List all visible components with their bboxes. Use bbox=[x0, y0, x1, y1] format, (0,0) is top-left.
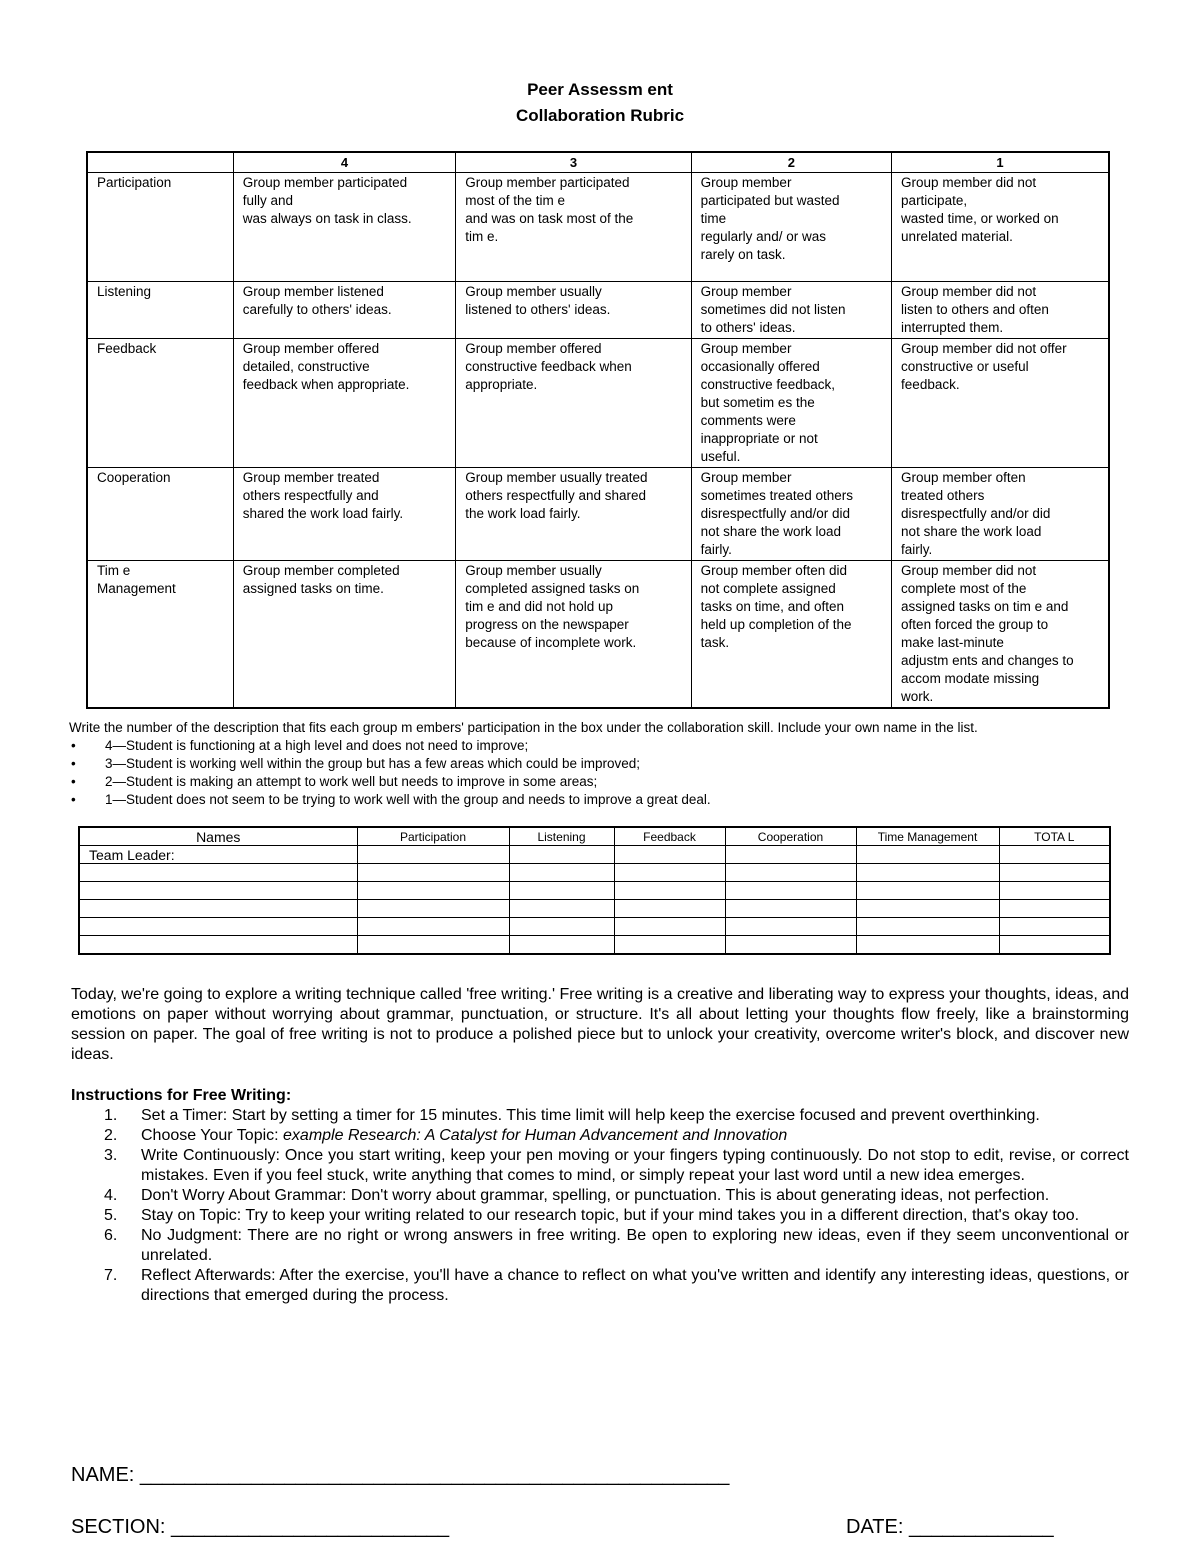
score-cell[interactable] bbox=[856, 936, 999, 955]
rubric-descriptor: Group member often did not complete assigned tasks on time, and often held up completion of the task. bbox=[700, 563, 852, 650]
rubric-descriptor: Group member sometimes did not listen to others' ideas. bbox=[700, 284, 846, 335]
rubric-descriptor: Group member did not listen to others and often interrupted them. bbox=[901, 284, 1049, 335]
score-cell[interactable] bbox=[999, 918, 1110, 936]
score-header-feedback: Feedback bbox=[614, 827, 725, 846]
score-header-time-management: Time Management bbox=[856, 827, 999, 846]
rubric-descriptor: Group member usually completed assigned tasks on tim e and did not hold up progress on the newspaper because of incomplete work. bbox=[465, 563, 640, 650]
rubric-cell bbox=[691, 282, 891, 339]
rubric-row-listening bbox=[87, 282, 1109, 339]
score-cell[interactable] bbox=[509, 846, 614, 864]
page-subtitle: Collaboration Rubric bbox=[515, 106, 685, 125]
rubric-header-cell: 1 bbox=[892, 152, 1109, 173]
step-item bbox=[71, 1266, 1129, 1306]
rubric-row-participation bbox=[87, 173, 1109, 282]
rubric-cell bbox=[456, 339, 691, 468]
name-cell[interactable] bbox=[79, 900, 357, 918]
date-field[interactable]: DATE: _____________ bbox=[846, 1516, 1054, 1538]
step-item bbox=[71, 1146, 1129, 1186]
rubric-descriptor: Group member completed assigned tasks on time. bbox=[242, 563, 400, 596]
rubric-header-cell: 3 bbox=[456, 152, 691, 173]
step-number: 5. bbox=[104, 1207, 118, 1224]
rubric-row-time-management bbox=[87, 561, 1109, 709]
rubric-cell bbox=[892, 468, 1109, 561]
rating-scale-item: • 2—Student is making an attempt to work well but needs to improve in some areas; bbox=[69, 773, 711, 791]
rubric-skill-cell bbox=[87, 339, 233, 468]
score-cell[interactable] bbox=[725, 936, 856, 955]
score-header-participation: Participation bbox=[357, 827, 509, 846]
rubric-row-feedback bbox=[87, 339, 1109, 468]
step-number: 6. bbox=[104, 1227, 118, 1244]
score-cell[interactable] bbox=[856, 882, 999, 900]
score-cell[interactable] bbox=[614, 918, 725, 936]
score-row bbox=[79, 864, 1110, 882]
rubric-cell bbox=[456, 173, 691, 282]
score-row bbox=[79, 900, 1110, 918]
free-writing-heading: Instructions for Free Writing: bbox=[71, 1087, 292, 1104]
rubric-cell bbox=[892, 561, 1109, 709]
step-number: 2. bbox=[104, 1127, 118, 1144]
score-cell[interactable] bbox=[725, 882, 856, 900]
rubric-cell bbox=[233, 173, 455, 282]
rating-scale-item: • 3—Student is working well within the group but has a few areas which could be improved; bbox=[69, 755, 711, 773]
rating-scale-list bbox=[69, 737, 711, 809]
score-row bbox=[79, 846, 1110, 864]
score-header-names: Names bbox=[79, 827, 357, 846]
score-cell[interactable] bbox=[614, 882, 725, 900]
rubric-row-cooperation bbox=[87, 468, 1109, 561]
rubric-descriptor: Group member offered constructive feedback when appropriate. bbox=[465, 341, 632, 392]
rubric-skill-label: Feedback bbox=[97, 341, 157, 356]
score-cell[interactable] bbox=[357, 864, 509, 882]
rubric-descriptor: Group member participated but wasted time regularly and/ or was rarely on task. bbox=[700, 175, 840, 262]
score-cell[interactable] bbox=[856, 846, 999, 864]
rating-instructions: Write the number of the description that fits each group m embers' participation in the box under the collaboration skill. Include your own name in the list. bbox=[69, 720, 978, 735]
step-item bbox=[71, 1226, 1129, 1266]
rubric-skill-label: Tim e Management bbox=[97, 563, 176, 596]
score-cell[interactable] bbox=[999, 900, 1110, 918]
step-number: 7. bbox=[104, 1267, 118, 1284]
rubric-descriptor: Group member did not complete most of the assigned tasks on tim e and often forced the group to make last-minute adjustm ents and changes to accom modate missing work. bbox=[901, 563, 1074, 704]
collaboration-rubric-table bbox=[86, 151, 1110, 709]
section-field[interactable]: SECTION: _________________________ bbox=[71, 1516, 450, 1538]
free-writing-intro: Today, we're going to explore a writing technique called 'free writing.' Free writing is a creative and liberating way to express your thoughts, ideas, and emotions on paper without worrying about grammar, punctuation, or structure. It's all about letting your thoughts flow freely, like a brainstorming session on paper. The goal of free writing is not to produce a polished piece but to unlock your creativity, overcome writer's block, and discover new ideas. bbox=[71, 986, 1129, 1063]
rubric-skill-label: Listening bbox=[97, 284, 152, 299]
rubric-cell bbox=[691, 173, 891, 282]
step-number: 3. bbox=[104, 1147, 118, 1164]
rubric-descriptor: Group member participated most of the tim e and was on task most of the tim e. bbox=[465, 175, 634, 244]
score-header-cooperation: Cooperation bbox=[725, 827, 856, 846]
step-text: Choose Your Topic: bbox=[141, 1127, 284, 1144]
rubric-skill-cell bbox=[87, 282, 233, 339]
rubric-skill-label: Cooperation bbox=[97, 470, 171, 485]
score-cell[interactable] bbox=[614, 864, 725, 882]
score-cell[interactable] bbox=[856, 900, 999, 918]
step-item bbox=[71, 1206, 1129, 1226]
rubric-cell bbox=[456, 468, 691, 561]
score-cell[interactable] bbox=[999, 846, 1110, 864]
rubric-cell bbox=[233, 561, 455, 709]
rubric-cell bbox=[892, 282, 1109, 339]
name-cell[interactable] bbox=[79, 936, 357, 955]
rubric-skill-cell bbox=[87, 468, 233, 561]
step-number: 4. bbox=[104, 1187, 118, 1204]
rubric-cell bbox=[233, 339, 455, 468]
score-cell[interactable] bbox=[509, 900, 614, 918]
score-cell[interactable] bbox=[725, 900, 856, 918]
score-cell[interactable] bbox=[357, 900, 509, 918]
rubric-header-row bbox=[87, 152, 1109, 173]
peer-score-table bbox=[78, 826, 1111, 955]
free-writing-steps bbox=[71, 1106, 1129, 1306]
score-cell[interactable] bbox=[509, 882, 614, 900]
name-cell[interactable] bbox=[79, 864, 357, 882]
score-cell[interactable] bbox=[725, 864, 856, 882]
rubric-cell bbox=[892, 339, 1109, 468]
score-cell[interactable] bbox=[357, 918, 509, 936]
step-item bbox=[71, 1126, 1129, 1146]
score-header-listening: Listening bbox=[509, 827, 614, 846]
step-text: Stay on Topic: Try to keep your writing related to our research topic, but if your mind takes you in a different direction, that's okay too. bbox=[141, 1207, 1080, 1224]
score-header-total: TOTA L bbox=[999, 827, 1110, 846]
score-cell[interactable] bbox=[999, 864, 1110, 882]
rubric-header-cell: 4 bbox=[233, 152, 455, 173]
score-cell[interactable] bbox=[614, 936, 725, 955]
rubric-descriptor: Group member sometimes treated others disrespectfully and/or did not share the work load fairly. bbox=[700, 470, 853, 557]
rubric-cell bbox=[456, 282, 691, 339]
score-cell[interactable] bbox=[509, 918, 614, 936]
rubric-descriptor: Group member usually treated others respectfully and shared the work load fairly. bbox=[465, 470, 648, 521]
name-cell[interactable] bbox=[79, 882, 357, 900]
step-text: No Judgment: There are no right or wrong answers in free writing. Be open to exploring new ideas, even if they seem unconventional or unrelated. bbox=[141, 1227, 1129, 1264]
score-cell[interactable] bbox=[509, 864, 614, 882]
score-cell[interactable] bbox=[725, 918, 856, 936]
rubric-descriptor: Group member treated others respectfully and shared the work load fairly. bbox=[242, 470, 404, 521]
rubric-cell bbox=[233, 282, 455, 339]
step-topic-example: example Research: A Catalyst for Human Advancement and Innovation bbox=[283, 1127, 788, 1144]
rubric-descriptor: Group member usually listened to others' ideas. bbox=[465, 284, 611, 317]
rubric-skill-cell bbox=[87, 561, 233, 709]
rubric-cell bbox=[456, 561, 691, 709]
rubric-skill-cell bbox=[87, 173, 233, 282]
team-leader-cell[interactable]: Team Leader: bbox=[79, 846, 357, 864]
step-text: Reflect Afterwards: After the exercise, you'll have a chance to reflect on what you've written and identify any interesting ideas, questions, or directions that emerged during the process. bbox=[141, 1267, 1129, 1304]
page-title: Peer Assessm ent bbox=[527, 80, 673, 99]
rating-scale-item: • 4—Student is functioning at a high level and does not need to improve; bbox=[69, 737, 711, 755]
score-cell[interactable] bbox=[357, 936, 509, 955]
rubric-descriptor: Group member offered detailed, constructive feedback when appropriate. bbox=[242, 341, 410, 392]
score-cell[interactable] bbox=[725, 846, 856, 864]
score-cell[interactable] bbox=[614, 846, 725, 864]
rubric-cell bbox=[691, 561, 891, 709]
step-text: Write Continuously: Once you start writing, keep your pen moving or your fingers typing continuously. Do not stop to edit, revise, or correct mistakes. Even if you feel stuck, write anything that comes to mind, or simply repeat your last word until a new idea emerges. bbox=[141, 1147, 1129, 1184]
score-header-row bbox=[79, 827, 1110, 846]
step-text: Don't Worry About Grammar: Don't worry about grammar, spelling, or punctuation. This is about generating ideas, not perfection. bbox=[141, 1187, 1050, 1204]
step-item bbox=[71, 1186, 1129, 1206]
score-cell[interactable] bbox=[357, 882, 509, 900]
name-field[interactable]: NAME: _____________________________________________________ bbox=[71, 1464, 730, 1486]
rubric-descriptor: Group member did not participate, wasted time, or worked on unrelated material. bbox=[901, 175, 1059, 244]
rubric-descriptor: Group member did not offer constructive or useful feedback. bbox=[901, 341, 1067, 392]
score-cell[interactable] bbox=[999, 882, 1110, 900]
step-number: 1. bbox=[104, 1107, 118, 1124]
rubric-descriptor: Group member often treated others disrespectfully and/or did not share the work load fairly. bbox=[901, 470, 1051, 557]
score-row bbox=[79, 918, 1110, 936]
score-row bbox=[79, 882, 1110, 900]
score-cell[interactable] bbox=[509, 936, 614, 955]
rubric-header-cell bbox=[87, 152, 233, 173]
rubric-cell bbox=[892, 173, 1109, 282]
score-cell[interactable] bbox=[614, 900, 725, 918]
name-cell[interactable] bbox=[79, 918, 357, 936]
rubric-descriptor: Group member participated fully and was always on task in class. bbox=[242, 175, 412, 226]
score-cell[interactable] bbox=[856, 864, 999, 882]
score-cell[interactable] bbox=[357, 846, 509, 864]
rubric-cell bbox=[691, 339, 891, 468]
step-item bbox=[71, 1106, 1129, 1126]
rubric-cell bbox=[233, 468, 455, 561]
rubric-cell bbox=[691, 468, 891, 561]
rubric-descriptor: Group member listened carefully to others' ideas. bbox=[242, 284, 392, 317]
score-row bbox=[79, 936, 1110, 955]
rubric-skill-label: Participation bbox=[97, 175, 172, 190]
score-cell[interactable] bbox=[999, 936, 1110, 955]
step-text: Set a Timer: Start by setting a timer for 15 minutes. This time limit will help keep the exercise focused and prevent overthinking. bbox=[141, 1107, 1040, 1124]
rubric-descriptor: Group member occasionally offered constructive feedback, but sometim es the comments were inappropriate or not useful. bbox=[700, 341, 835, 464]
rubric-header-cell: 2 bbox=[691, 152, 891, 173]
score-cell[interactable] bbox=[856, 918, 999, 936]
rating-scale-item: • 1—Student does not seem to be trying to work well with the group and needs to improve a great deal. bbox=[69, 791, 711, 809]
